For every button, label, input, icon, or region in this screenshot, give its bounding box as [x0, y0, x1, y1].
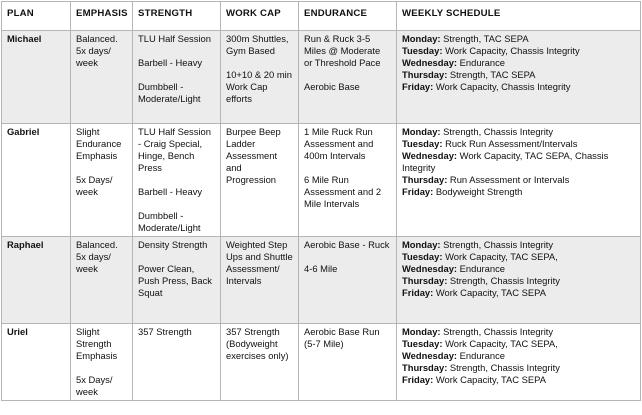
emphasis-line: Slight Strength Emphasis	[76, 326, 118, 361]
table-row	[2, 31, 641, 124]
endurance-cell	[299, 124, 397, 237]
day-activities: Endurance	[457, 350, 506, 361]
training-plan-table	[1, 1, 641, 401]
table-row	[2, 324, 641, 401]
schedule-line	[402, 186, 635, 198]
schedule-line	[402, 57, 635, 69]
day-activities: Endurance	[457, 57, 506, 68]
day-label: Friday:	[402, 374, 434, 385]
endurance-item: Aerobic Base Run (5-7 Mile)	[304, 326, 380, 349]
work-cap-item: Burpee Beep Ladder Assessment and Progression	[226, 126, 281, 185]
emphasis-line: Balanced.	[76, 239, 118, 250]
day-activities: Strength, Chassis Integrity	[447, 362, 560, 373]
schedule-cell	[397, 324, 641, 401]
endurance-item: 4-6 Mile	[304, 263, 338, 274]
endurance-cell	[299, 31, 397, 124]
work-cap-cell	[221, 237, 299, 324]
schedule-line	[402, 350, 635, 362]
day-label: Wednesday:	[402, 57, 458, 68]
strength-item: TLU Half Session - Craig Special, Hinge, Bench Press	[138, 126, 211, 173]
day-label: Tuesday:	[402, 138, 443, 149]
day-activities: Strength, TAC SEPA	[440, 33, 529, 44]
day-activities: Strength, Chassis Integrity	[440, 326, 554, 337]
day-label: Friday:	[402, 287, 434, 298]
schedule-line	[402, 263, 635, 275]
schedule-line	[402, 69, 635, 81]
day-activities: Work Capacity, Chassis Integrity	[442, 45, 580, 56]
work-cap-cell	[221, 124, 299, 237]
strength-item: Power Clean, Push Press, Back Squat	[138, 263, 212, 298]
schedule-line	[402, 138, 635, 150]
emphasis-line: Balanced.	[76, 33, 118, 44]
work-cap-item: 300m Shuttles, Gym Based	[226, 33, 289, 56]
strength-cell	[133, 124, 221, 237]
strength-item: Barbell - Heavy	[138, 186, 203, 197]
day-label: Monday:	[402, 239, 441, 250]
day-activities: Work Capacity, TAC SEPA,	[442, 251, 558, 262]
table-row	[2, 124, 641, 237]
schedule-line	[402, 45, 635, 57]
work-cap-item: 10+10 & 20 min Work Cap efforts	[226, 69, 292, 104]
emphasis-cell	[71, 324, 133, 401]
day-label: Monday:	[402, 326, 441, 337]
endurance-item: Aerobic Base	[304, 81, 360, 92]
day-label: Friday:	[402, 186, 434, 197]
schedule-line	[402, 150, 635, 174]
strength-item: Dumbbell - Moderate/Light	[138, 81, 201, 104]
day-label: Friday:	[402, 81, 434, 92]
strength-item: 357 Strength	[138, 326, 192, 337]
schedule-line	[402, 362, 635, 374]
schedule-line	[402, 81, 635, 93]
header-emphasis: EMPHASIS	[71, 2, 133, 31]
schedule-line	[402, 287, 635, 299]
day-activities: Work Capacity, TAC SEPA, Chassis Integrity	[402, 150, 609, 173]
day-label: Tuesday:	[402, 251, 443, 262]
plan-name: Michael	[2, 31, 71, 124]
endurance-cell	[299, 237, 397, 324]
schedule-line	[402, 275, 635, 287]
emphasis-line: 5x days/ week	[76, 251, 111, 274]
day-label: Monday:	[402, 126, 441, 137]
day-activities: Run Assessment or Intervals	[447, 174, 570, 185]
strength-item: Barbell - Heavy	[138, 57, 203, 68]
plan-name: Raphael	[2, 237, 71, 324]
emphasis-line: Slight Endurance Emphasis	[76, 126, 122, 161]
strength-cell	[133, 31, 221, 124]
table-row	[2, 237, 641, 324]
day-activities: Endurance	[457, 263, 506, 274]
plan-name: Uriel	[2, 324, 71, 401]
header-work-cap: WORK CAP	[221, 2, 299, 31]
strength-cell	[133, 237, 221, 324]
header-strength: STRENGTH	[133, 2, 221, 31]
day-activities: Ruck Run Assessment/Intervals	[442, 138, 578, 149]
schedule-line	[402, 174, 635, 186]
day-activities: Work Capacity, Chassis Integrity	[433, 81, 571, 92]
emphasis-line: 5x days/ week	[76, 45, 111, 68]
day-activities: Work Capacity, TAC SEPA	[433, 374, 546, 385]
work-cap-item: 357 Strength (Bodyweight exercises only)	[226, 326, 289, 361]
endurance-item: Aerobic Base - Ruck	[304, 239, 390, 250]
work-cap-cell	[221, 324, 299, 401]
day-activities: Strength, Chassis Integrity	[447, 275, 560, 286]
work-cap-item: Weighted Step Ups and Shuttle Assessment/ Intervals	[226, 239, 293, 286]
schedule-line	[402, 374, 635, 386]
plan-name: Gabriel	[2, 124, 71, 237]
day-activities: Work Capacity, TAC SEPA,	[442, 338, 558, 349]
emphasis-line: 5x Days/ week	[76, 374, 113, 397]
schedule-line	[402, 126, 635, 138]
day-activities: Strength, Chassis Integrity	[440, 239, 554, 250]
day-label: Thursday:	[402, 362, 448, 373]
day-label: Monday:	[402, 33, 441, 44]
day-label: Tuesday:	[402, 338, 443, 349]
schedule-cell	[397, 124, 641, 237]
day-label: Thursday:	[402, 275, 448, 286]
day-activities: Bodyweight Strength	[433, 186, 523, 197]
endurance-cell	[299, 324, 397, 401]
emphasis-line: 5x Days/ week	[76, 174, 113, 197]
header-plan: PLAN	[2, 2, 71, 31]
day-label: Thursday:	[402, 174, 448, 185]
endurance-item: 1 Mile Ruck Run Assessment and 400m Intervals	[304, 126, 374, 161]
header-row	[2, 2, 641, 31]
endurance-item: 6 Mile Run Assessment and 2 Mile Intervals	[304, 174, 382, 209]
header-weekly-schedule: WEEKLY SCHEDULE	[397, 2, 641, 31]
day-label: Wednesday:	[402, 350, 458, 361]
table-header	[2, 2, 641, 31]
schedule-line	[402, 326, 635, 338]
day-label: Wednesday:	[402, 263, 458, 274]
schedule-cell	[397, 31, 641, 124]
header-endurance: ENDURANCE	[299, 2, 397, 31]
schedule-line	[402, 338, 635, 350]
day-activities: Strength, TAC SEPA	[447, 69, 536, 80]
day-label: Tuesday:	[402, 45, 443, 56]
strength-item: TLU Half Session	[138, 33, 211, 44]
schedule-line	[402, 33, 635, 45]
emphasis-cell	[71, 237, 133, 324]
emphasis-cell	[71, 31, 133, 124]
strength-item: Density Strength	[138, 239, 208, 250]
strength-item: Dumbbell - Moderate/Light	[138, 210, 201, 233]
schedule-cell	[397, 237, 641, 324]
day-label: Wednesday:	[402, 150, 458, 161]
work-cap-cell	[221, 31, 299, 124]
day-label: Thursday:	[402, 69, 448, 80]
day-activities: Work Capacity, TAC SEPA	[433, 287, 546, 298]
endurance-item: Run & Ruck 3-5 Miles @ Moderate or Threshold Pace	[304, 33, 381, 68]
emphasis-cell	[71, 124, 133, 237]
table-body	[2, 31, 641, 401]
schedule-line	[402, 251, 635, 263]
day-activities: Strength, Chassis Integrity	[440, 126, 554, 137]
schedule-line	[402, 239, 635, 251]
strength-cell	[133, 324, 221, 401]
